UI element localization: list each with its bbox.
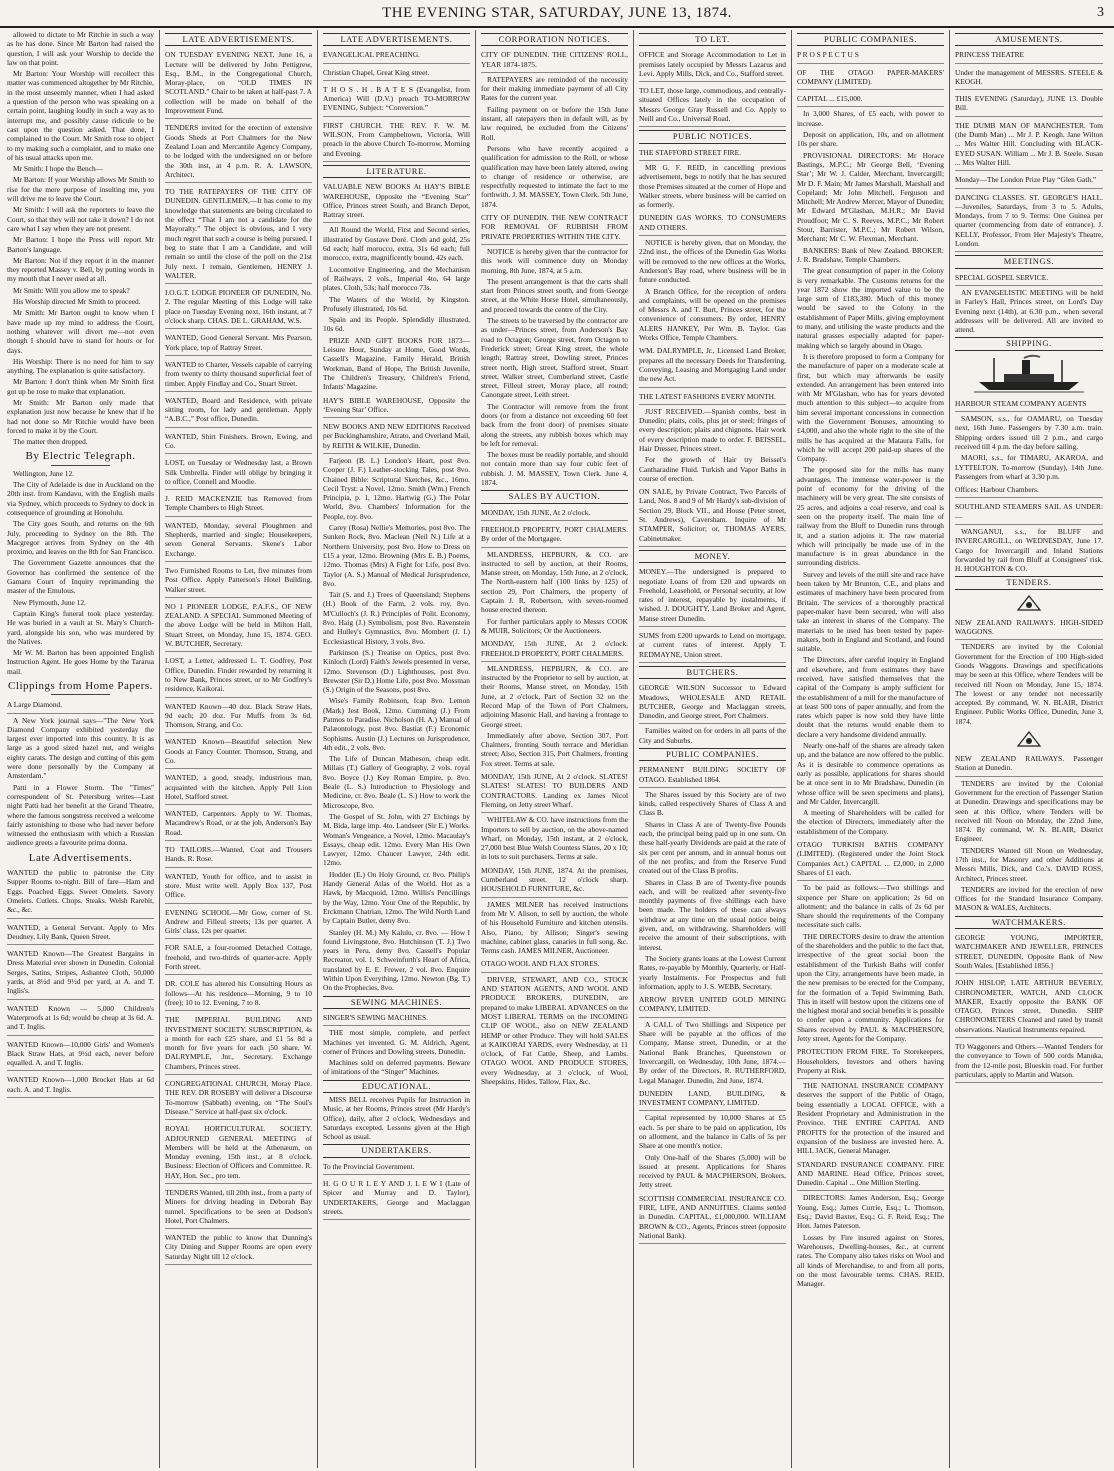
notice-para: NOTICE is hereby given, that on Monday, the 22nd inst., the offices of the Dunedin Gas Works will be removed to the new offices at the Works, Anderson's Bay road, where business will be in future conducted. [639,238,786,285]
advertisement: WANTED Known—40 doz. Black Straw Hats, 9d each; 20 doz. Fur Muffs from 3s 6d. Thomson, Strang, and Co. [165,700,312,734]
prospectus-para: The Directors, after careful inquiry in England and elsewhere, and from estimates they have received, have satisfied themselves that the capital of the Company is amply sufficient for the establishment of a mill for the manufacture of at least 500 tons of paper annually, and from the rates which paper is now sold they have little doubt that the returns would enable them to declare a very handsome dividend annually. [797,655,944,739]
advertisement: CONGREGATIONAL CHURCH, Moray Place. THE REV. DR ROSEBY will deliver a Discourse To-morrow (Sabbath) evening, on “The Soul's Disease.” Service at half-past six o'clock. [165,1077,312,1120]
section-heading: PUBLIC COMPANIES. [639,748,786,761]
prospectus-para: Losses by Fire insured against on Stores, Warehouses, Dwelling-houses, &c., at current rates. The Company also takes risks on Wool and all kinds of Merchandise, to and from all ports, on the most favourable terms. CHAS. REID, Manager. [797,1232,944,1289]
telegraph-para: The City of Adelaide is due in Auckland on the 20th inst. from Kandavu, with the English mails via Sydney, which proceeds to Sydney to dock in consequence of grounding at Honolulu. [7,480,154,517]
advertisement: WANTED Known—The Greatest Bargains in Dress Material ever shown in Dunedin. Colonial Serges, Satins, Stripes, Ashantee Cloth, 50,000 yards, at 8½d and 9½d per yard, at A. and T. Inglis's. [7,947,154,999]
book-list: The Life of Duncan Matheson, cheap edit. Millais (T.) Gallery of Geography, 2 vols. royal 8vo. Boyce (J.) Key Roman Empire, p. 8vo. Beale (L. S.) Introduction to Physiology and Medicine, cr. 8vo. Beale (L. S.) How to work the Microscope, 8vo. [323,754,470,810]
sale-para: JAMES MILNER has received instructions from Mr V. Alison, to sell by auction, the whole of his Household Furniture and kitchen utensils. Also, Piano, by Allison; Singer's sewing machine, cabinet glass, canaries in full song, &c. Terms cash. JAMES MILNER, Auctioneer. [481,899,628,956]
book-advert: HAY'S BIBLE WAREHOUSE, Opposite the ‘Evening Star’ Office. [323,394,470,419]
advertisement: TO THE RATEPAYERS OF THE CITY OF DUNEDIN. GENTLEMEN,—It has come to my knowledge that statements are being circulated to the effect “That I am not a candidate for the Mayoralty.” The object is obvious, and I very much regret that such a course is being pursued. I beg to state that I am a Candidate, and will remain so until the close of the poll on the 21st July next. I remain, Gentlemen, HENRY J. WALTER. [165,185,312,284]
notice-para: Capital represented by 10,000 Shares at £5 each. 5s per share to be paid on application, 10s on allotment, and the balance in Calls of 5s per Share at one month's notice. [639,1113,786,1151]
notice-para: Only One-half of the Shares (5,000) will be issued at present. Applications for Shares received by PAUL & MACPHERSON, Brokers, Jetty street. [639,1152,786,1190]
advertisement: Two Furnished Rooms to Let, five minutes from Post Office. Apply Patterson's Hotel Building, Walker street. [165,564,312,598]
section-heading: LATE ADVERTISEMENTS. [323,33,470,46]
report-para: Mr Barton: Your Worship will recollect this matter was commenced altogether by Mr Ritchie, in the most unseemly manner, when I had asked a question of the person who was speaking on a certain point, laughing loudly in such a way as to interrupt me, and possibly cause ridicule to be cast upon the question asked. That done, I complained to the Court. Mr Smith rose to object to my making such a complaint, and to make one of his usual attacks upon me. [7,69,154,162]
prospectus-para: Nearly one-half of the shares are already taken up, and the balance are now offered to the public. As it is desirable to commence operations as early as possible, applications for shares should be at once sent in to Mr Bradshaw, Dunedin (in whose office will be seen specimens and plans), and Mr Calder, Invercargill. [797,741,944,806]
divider [51,694,110,695]
notice-para: For the growth of Hair try Beissel's Cantharadine Fluid. Turkish and Vapor Baths in course of erection. [639,455,786,483]
notice-title: PERMANENT BUILDING SOCIETY OF OTAGO. Established 1864. [639,763,786,788]
advertisement: WANTED, Board and Residence, with private sitting room, for lady and gentleman. Apply “A.B.C.,” Post office, Dunedin. [165,394,312,428]
advertisement: WANTED to Charter, Vessels capable of carrying from twenty to thirty thousand superficial feet of timber. Apply Findlay and Co., Stuart Street. [165,358,312,392]
sale-title: MONDAY, 15th JUNE, At 2 o'clock. SLATES! SLATES! SLATES! TO BUILDERS AND CONTRACTORS. Landing ex James Nicol Fleming, on Jetty street Wharf. [481,770,628,813]
sewing-para: Machines sold on deferred payments. Beware of imitations of the “Singer” Machines. [323,1058,470,1077]
advertisement: J. REID MACKENZIE has Removed from Temple Chambers to High Street. [165,492,312,517]
column-3 [318,30,476,1468]
column-2 [160,30,318,1468]
notice-title: DUNEDIN GAS WORKS. TO CONSUMERS AND OTHERS. [639,211,786,236]
shipping-para: WANGANUI, s.s., for BLUFF and INVERCARGILL, on WEDNESDAY, June 17. Cargo for Invercargill and Inland Stations forwarded by rail from Bluff at Consignees' risk. H. HOUGHTON & CO. [955,526,1103,574]
prospectus-para: DIRECTORS: James Anderson, Esq.; George Young, Esq.; James Currie, Esq.; L. Thomson, Esq.; David Baxter, Esq.; G. F. Reid, Esq.; The Hon. James Paterson. [797,1193,944,1231]
royal-crest-icon [1014,592,1044,614]
column-5 [634,30,792,1468]
report-para: Mr Smith: Mr Barton ought to know when I have made up my mind to address the Court, nothing whatever will divert me—not even though I should have to stand for hours or for days. [7,308,154,355]
tender-para: TENDERS are invited by the Colonial Government for the erection of Passenger Station at Dunedin. Drawings and specifications may be seen at this Office, where Tenders will be received till Noon on Monday, the 22nd June, 1874. By command, W. N. BLAIR, District Engineer. [955,778,1103,844]
notice-title: CITY OF DUNEDIN. THE NEW CONTRACT FOR REMOVAL OF RUBBISH FROM PRIVATE PROPERTIES WITHIN THE CITY. [481,211,628,245]
report-para: Mr Barton: If your Worship allows Mr Smith to rise for the mere purpose of insulting me, you will drive me to leave the Court. [7,175,154,204]
prospectus-subtitle: OF THE OTAGO PAPER-MAKERS' COMPANY (LIMITED). [797,66,944,91]
prospectus-para: To be paid as follows:—Two shillings and sixpence per Share on application; 2s 6d on allotment; and the balance in calls of 2s 6d per Share should the requirements of the Company necessitate such calls. [797,883,944,930]
notice-para: The boxes must be readily portable, and should not contain more than say four cubic feet of rubbish. J. M. MASSEY, Town Clerk. June 4, 1874. [481,450,628,488]
advertisement: NO 1 PIONEER LODGE, P.A.F.S., OF NEW ZEALAND. A SPECIAL Summoned Meeting of the above Lodge will be held in Milton Hall, Stuart Street, on Monday, June 15, 1874. GEO. W. BUTCHER, Secretary. [165,600,312,652]
notice-para: RATEPAYERS are reminded of the necessity for their making immediate payment of all City Rates for the current year. [481,74,628,103]
section-heading: SHIPPING. [955,337,1103,350]
report-para: Mr Smith: Mr Barton only made that explanation just now because he knew that if he had not done so Mr Ritchie would have been forced to make it by the Court. [7,397,154,435]
advertisement: WANTED, a General Servant. Apply to Mrs Deudney, Lily Bank, Queen Street. [7,921,154,946]
theatre-management: Under the management of MESSRS. STEELE & KEOGH. [955,66,1103,91]
notice-title: THE STAFFORD STREET FIRE. [639,146,786,161]
prospectus-para: A meeting of Shareholders will be called for the election of Directors, immediately after the establishment of the Company. [797,808,944,836]
section-heading: WATCHMAKERS. [955,916,1103,929]
notice-title: ARROW RIVER UNITED GOLD MINING COMPANY, LIMITED. [639,993,786,1018]
sale-title: OTAGO WOOL AND FLAX STORES. [481,957,628,972]
book-list: Farjeon (B. L.) London's Heart, post 8vo. Cooper (J. F.) Leather-stocking Tales, post 8vo. Chained Bible: Scriptural Sketches, &c., 16mo. Cecil Tryst: a Novel, 12mo. Smith (Wm.) French Principia, p. 1, 12mo. Hartwig (G.) The Polar World, 8vo. Chambers' Information for the People, roy. 8vo. [323,455,470,521]
advertisement: OFFICE and Storage Accommodation to Let in premises lately occupied by Messrs Lazarus and Levi. Apply Mills, Dick, and Co., Stafford street. [639,48,786,82]
sewing-para: THE most simple, complete, and perfect Machines yet invented. G. M. Aldrich, Agent, corner of Princes and Dowling streets, Dunedin. [323,1028,470,1056]
advertisement: ON SALE, by Private Contract, Two Parcels of Land, Nos. 8 and 9 of Mr Hardy's sub-division of Section 29, Block VII., and House (Peter street, St. Andrews), Caversham. Inquire of Mr STAMPER, Solicitor; or, THOMAS AYERS, Cabinetmaker. [639,485,786,547]
advertisement: WANTED, Carpenters. Apply to W. Thomas, Macandrew's Road, or at the job, Anderson's Bay Road. [165,807,312,841]
sale-title: FREEHOLD PROPERTY, PORT CHALMERS. By order of the Mortgagee. [481,523,628,548]
advertisement: WANTED Known—1,000 Brocket Hats at 6d each. A. and T. Inglis. [7,1073,154,1098]
royal-crest-icon [1014,728,1044,750]
column-1 [2,30,160,1468]
column-4 [476,30,634,1468]
section-heading: LITERATURE. [323,165,470,178]
book-list: PRIZE AND GIFT BOOKS FOR 1873—Leisure Hour, Sunday at Home, Good Words, Cassell's Magazine, Family Herald, British Workman, Band of Hope, The British Juvenile, The Children's Treasury, Children's Friend, Infants' Magazine. [323,335,470,392]
notice-title: PROTECTION FROM FIRE. To Storekeepers, Householders, Investors and others having Property at Risk. [797,1045,944,1079]
notice-para: Families waited on for orders in all parts of the City and Suburbs. [639,726,786,745]
advertisement: TENDERS Wanted, till 20th inst., from a party of Miners for driving heading in Deborah Bay tunnel. Specifications to be seen at Dodson's Hotel, Port Chalmers. [165,1186,312,1229]
sale-title: MONDAY, 15th JUNE, At 2 o'clock. FREEHOLD PROPERTY, PORT CHALMERS. [481,637,628,662]
report-para: His Worship directed Mr Smith to proceed. [13,297,141,307]
section-heading: PUBLIC NOTICES. [639,130,786,143]
meeting-para: AN EVANGELISTIC MEETING will be held in Farley's Hall, Princes street, on Lord's Day Evening next (14th), at 6.30 p.m., when several addresses will be delivered. All are invited to attend. [955,287,1103,335]
notice-para: The Shares issued by this Society are of two kinds, called respectively Shares of Class A and Class B. [639,789,786,818]
sale-para: WHITELAW & CO. have instructions from the Importers to sell by auction, on the above-named Wharf, on Monday, 15th instant, at 2 o'clock, 27,000 best Blue Welsh Countess Slates, 20 x 10; in lots to suit purchasers. Terms at sale. [481,815,628,862]
undertaker-notice: To the Provincial Government. [323,1160,470,1175]
sale-para: MLANDRESS, HEPBURN, & CO. are instructed to sell by auction, at their Rooms, Manse street, on Monday, 15th June, at 2 o'clock, The North-eastern half (100 links by 125) of section 29, Port Chalmers, the property of Captain J. R. Robertson, with seven-roomed house erected thereon. [481,549,628,615]
section-heading: PUBLIC COMPANIES. [797,33,944,46]
notice-para: Shares in Class B are of Twenty-five pounds each, and will be realized after seventy-five monthly payments of five shillings each have been made. The holders of these can always withdraw at any time on the usual notice being given, and, on withdrawing, Shareholders will receive the amount of their subscriptions, with interest. [639,877,786,952]
theatre-title: PRINCESS THEATRE [955,48,1103,63]
advertisement: I.O.G.T. LODGE PIONEER OF DUNEDIN, No. 2. The regular Meeting of this Lodge will take place on Tuesday Evening next, 16th instant, at 7 o'clock sharp. CHAS. DE L. GRAHAM, W.S. [165,286,312,329]
tender-para: TENDERS Wanted till Noon on Wednesday, 17th inst., for Masonry and other Additions at Messrs Mills, Dick, and Co.'s. DAVID ROSS, Architect, Princes street. [955,845,1103,883]
book-list: The Gospel of St. John, with 27 Etchings by M. Bida, large imp. 4to. Landseer (Sir E.) Works. Woman's Vengeance, a Novel, 12mo. Macaulay's Essays, cheap edit. 12mo. Every Man His Own Lawyer, 12mo. Chaucer Lawyer, 24th edit. 12mo. [323,811,470,868]
sale-title: MONDAY, 15th JUNE, 1874. At the premises, Cumberland street. 12 o'clock sharp. HOUSEHOLD FURNITURE, &c. [481,864,628,898]
shipping-title: SOUTHLAND STEAMERS SAIL AS UNDER:— [955,500,1103,525]
advertisement: WANTED the public to know that Dunning's City Dining and Supper Rooms are open every Saturday Night till 12 o'clock. [165,1231,312,1265]
report-para: Mr Smith: I will ask the reporters to leave the Court, so that they will not take it down? I do not care what I say when they are not present. [7,205,154,233]
masthead-title: THE EVENING STAR, SATURDAY, JUNE 13, 1874. [382,4,732,21]
clippings-subheading: A Large Diamond. [7,698,154,713]
capital-line: CAPITAL ... £15,000. [797,92,944,107]
advertisement: WANTED, Good General Servant. Mrs Pearson, York place, top of Rattray Street. [165,331,312,356]
book-list: Parkinson (S.) Treatise on Optics, post 8vo. Kinloch (Lord) Faith's Jewels presented in verse, 12mo. Stevenson (D.) Lighthouses, post 8vo. Brewster (Sir D.) Home Life, post 8vo. Mossman (S.) Origin of the Seasons, post 8vo. [323,647,470,695]
prospectus-para: It is therefore proposed to form a Company for the manufacture of paper on a moderate scale at first, but which may afterwards be easily extended. An arrangement has been entered into with Mr M'Glashan, who has for years devoted much attention to this subject—to acquire from him several important concessions in connection with the Government Bonuses, amounting to £4,000, and also the whole right to the site of the mills he has acquired at the Mataura Falls, for which he will accept 200 paid-up shares of the Company. [797,351,944,464]
book-advert: NEW BOOKS AND NEW EDITIONS Received per Buckinghamshire, Atrato, and Overland Mail, by REITH & WILKIE, Dunedin. [323,420,470,454]
notice-title: DUNEDIN LAND, BUILDING, & INVESTMENT COMPANY, LIMITED. [639,1087,786,1112]
book-list: Wise's Family Robinson, fcap 8vo. Lemon (Mark) Jest Book, 12mo. Cumming (J.) From Patmos to Paradise. Nicholson (H. A.) Manual of Palæontology, post 8vo. Bastiat (F.) Economic Sophisms. Austin (J.) Lectures on Jurisprudence, 4th edit., 2 vols. 8vo. [323,696,470,752]
book-list: Tait (S. and J.) Trees of Queensland; Stephens (H.) Book of the Farm, 2 vols. roy. 8vo. M'Culloch's (J. R.) Principles of Polit. Economy, 8vo. Haig (J.) Symbolism, post 8vo. Ravenstein and Hulley's Gymnastics, 8vo. Mombert (J. I.) Ecclesiastical History, 3 vols. 8vo. [323,590,470,646]
church-heading: EVANGELICAL PREACHING. [323,48,470,63]
notice-para: The present arrangement is that the carts shall start from Princes street south, and from George street, at the White Horse Hotel, simultaneously, and proceed towards the centre of the City. [481,276,628,314]
advertisement: TO Waggoners and Others.—Wanted Tenders for the conveyance to Town of 500 cords Manuka, from the 12-mile post, Blueskin road. For further particulars, apply to Martin and Watson. [955,1040,1103,1083]
tender-title: NEW ZEALAND RAILWAYS. HIGH-SIDED WAGGONS. [955,616,1103,641]
notice-para: The streets to be traversed by the contractor are as under—Princes street, from Anderson's Bay road to Octagon; George street, from Octagon to Frederick street; Great King street, the whole length; Rattray street, Dowling street, Princes street north, High street, Stafford street, Stuart street, Walker street, Cumberland street, Castle street, Filleul street, Moray place, all round; Canongate street, Leith street. [481,316,628,400]
advertisement: MONEY.—The undersigned is prepared to negotiate Loans of from £20 and upwards on Freehold, Leasehold, or Personal security, at low rates of interest, repayable by instalments, if wished. J. DOUGHTY, Land Broker and Agent, Manse street Dunedin. [639,565,786,627]
book-list: Locomotive Engineering, and the Mechanism of Railways, 2 vols., Imperial 4to, 64 large plates. Cloth, 53s; half morocco 73s. [323,264,470,293]
watchmaker-advert: JOHN HISLOP, LATE ARTHUR BEVERLY, CHRONOMETER, WATCH, AND CLOCK MAKER, Exactly opposite the BANK OF OTAGO, Princes street, Dunedin. SHIP CHRONOMETERS Cleaned and rated by transit observations. Nautical Instruments repaired. [955,976,1103,1038]
report-para: Mr Smith: I hope the Bench— [13,164,104,174]
theatre-next: Monday—The London Prize Play “Glen Gath.” [955,173,1103,188]
page-number: 3 [1097,5,1104,20]
book-list: The Waters of the World, by Kingston. Profusely illustrated, 10s 6d. [323,294,470,313]
masthead [0,0,1114,28]
advertisement: TO LET, those large, commodious, and centrally-situated Offices lately in the occupation of Messrs George Gray Russell and Co. Apply to Neill and Co., Universal Road. [639,84,786,127]
advertisement: SCOTTISH COMMERCIAL INSURANCE CO. FIRE, LIFE, AND ANNUITIES. Claims settled in Dunedin. CAPITAL, £1,000,000. WILLIAM BROWN & CO., Agents, Princes street (opposite National Bank). [639,1192,786,1244]
section-heading: EDUCATIONAL. [323,1080,470,1093]
sale-para: For further particulars apply to Messrs COOK & MUIR, Solicitors; Or the Auctioneers. [481,616,628,635]
notice-para: Failing payment on or before the 15th June instant, all ratepayers then in default will, as by law required, be excluded from the Citizens' Roll. [481,104,628,142]
section-heading: LATE ADVERTISEMENTS. [165,33,312,46]
notice-para: JUST RECEIVED.—Spanish combs, best in Dunedin; plaits, coils, plus jet or steel; fringes of every description; plaits and chignons. Hair work of every description made to order. F. BEISSEL, Hair Dresser, Princes street. [639,406,786,453]
sale-date: MONDAY, 15th JUNE, At 2 o'clock. [481,506,628,521]
notice-title: CITY OF DUNEDIN. THE CITIZENS' ROLL, YEAR 1874-1875. [481,48,628,73]
report-para: allowed to dictate to Mr Ritchie in such a way as he has done. Since Mr Barton had raised the question, I will ask your Worship to decide the law on that point. [7,30,154,67]
tender-para: TENDERS are invited for the erection of new Offices for the Standard Insurance Company. MASON & WALES, Architects. [955,884,1103,913]
notice-para: MR G. F. REID, in cancelling previous advertisement, begs to notify that he has secured those Premises situated at the corner of Hope and Walker streets, where business will be carried on as formerly. [639,162,786,210]
church-notice: T H O S . H . B A T E S (Evangelist, from America) Will (D.V.) preach TO-MORROW EVENING, Subject: “Conversion.” [323,83,470,117]
church-notice: Christian Chapel, Great King street. [323,66,470,81]
prospectus-para: Survey and levels of the mill site and race have been taken by Mr Brunton, C.E., and plans and estimates of machinery have been procured from Britain. The services of a thoroughly practical paper-maker have been secured, who will also take an interest in shares of the Company. The materials to be used has been tested by paper-makers, both in England and Scotland, and found suitable. [797,569,944,654]
column-6 [792,30,950,1468]
prospectus-title: P R O S P E C T U S [797,48,944,63]
telegraph-para: The Government Gazette announces that the Governor has confirmed the sentence of the Gamaru Court of Inquiry reprimanding the master of the Emulous. [7,558,154,596]
notice-para: A CALL of Two Shillings and Sixpence per Share will be payable at the offices of the Company, Manse street, Dunedin, or at the National Bank Branches, Queenstown or Invercargill, on Wednesday, 10th June, 1874.—By order of the Directors, R. RUTHERFORD, Legal Manager. Dunedin, 2nd June, 1874. [639,1019,786,1085]
advertisement: WANTED Known—10,000 Girls' and Women's Black Straw Hats, at 9½d each, never before equalled. A. and T. Inglis. [7,1038,154,1072]
advertisement: WANTED Known — 5,000 Children's Waterproofs at 1s 6d; would be cheap at 3s 6d. A. and T. Inglis. [7,1002,154,1036]
section-heading: SALES BY AUCTION. [481,490,628,503]
theatre-date: THIS EVENING (Saturday), JUNE 13. Double Bill. [955,92,1103,117]
notice-para: NOTICE is hereby given that the contractor for this work will commence duty on Monday morning, 8th June, 1874, at 5 a.m. [481,246,628,275]
notice-title: STANDARD INSURANCE COMPANY. FIRE AND MARINE. Head Office, Princes street, Dunedin. Capital ... One Million Sterling. [797,1158,944,1192]
section-heading: MONEY. [639,550,786,563]
clippings-para: A New York journal says—"The New York Diamond Company exhibited yesterday the largest ever imported into this country. It is as large as a good sized hazel nut, and weighs eighty carats. The design and cutting of this gem were done personally by the Company at Amsterdam." [7,715,154,781]
shipping-agents: HARBOUR STEAM COMPANY AGENTS [955,397,1103,412]
advertisement: WANTED Known—Beautiful selection New Goods at Fancy Counter. Thomson, Strang, and Co. [165,735,312,769]
telegraph-para: New Plymouth, June 12. [13,597,86,607]
book-advert: VALUABLE NEW BOOKS At HAY'S BIBLE WAREHOUSE, Opposite the “Evening Star” Office, Princes street South, and Branch Depot, Rattray street. [323,180,470,223]
prospectus-para: PROVISIONAL DIRECTORS: Mr Horace Bastings, M.P.C.; Mr George Bell, ‘Evening Star’; Mr W. J. Calder, Merchant, Invercargill; Mr D. F. Main; Mr James Marshall, Marshall and Copeland; Mr John Mitchell, Ferguson and Mitchell; Mr Andrew Mercer, Mayor of Dunedin; Mr Edward M'Glashan, M.H.R.; Mr David Proudfoot; Mr C. S. Reeves, M.P.C.; Mr Robert Stout, Barrister, M.P.C.; Mr Robert Wilson, Merchant; Mr C. W. Flexman, Merchant. [797,150,944,244]
sale-para: DRIVER, STEWART, AND CO., STOCK AND STATION AGENTS, AND WOOL AND PRODUCE BROKERS, DUNEDIN, are prepared to make LIBERAL ADVANCES on the MOST LIBERAL TERMS on the INCOMING CLIP OF WOOL, also on NEW ZEALAND HEMP or other Produce. They will hold SALES at KAIKORAI YARDS, every Wednesday, at 11 o'clock, of Fat Cattle, Sheep, and Lambs. OTAGO WOOL AND PRODUCE STORES, every Wednesday, at 3 o'clock, of Wool, Sheepskins, Hides, Tallow, Flax, &c. [481,974,628,1086]
dancing-classes: DANCING CLASSES. ST. GEORGE'S HALL.—Juveniles, Saturdays, from 3 to 5. Adults, Mondays, from 7 to 9. Terms: One Guinea per quarter (commencing from date of entrance). J. KELLY, Professor, From Her Majesty's Theatre, London. [955,191,1103,253]
clippings-para: Patti in a Flower Storm. The "Times" correspondent of St. Petersburg writes—Last night Patti had her benefit at the Grand Theatre, where the famous songstress received a welcome fairly astonishing to those who had never before witnessed the enthusiasm with which a Russian audience greets a favourite prima donna. [7,782,154,848]
section-heading: CORPORATION NOTICES. [481,33,628,46]
advertisement: THE IMPERIAL BUILDING AND INVESTMENT SOCIETY. SUBSCRIPTION, 4s a month for each £25 share, and £1 5s 8d a month for five years for each ¡50 share. W. DALRYMPLE, Jnr., Secretary. Exchange Chambers, Princes street. [165,1013,312,1075]
notice-para: Shares in Class A are of Twenty-five Pounds each, the principal being paid up in one sum. On these half-yearly Dividends are paid at the rate of six per cent per annum, and in annual bonus out of the net profits, and from the Reserve Fund created out of the Class B profits. [639,819,786,876]
shipping-para: SAMSON, s.s., for OAMARU, on Tuesday next, 16th June. Passengers by 7.30 a.m. train. Shipping orders issued till 2 p.m., and cargo received till 4 p.m. the day before sailing. [955,414,1103,451]
notice-para: The Society grants loans at the Lowest Current Rates, re-payable by Monthly, Quarterly, or Half-yearly Instalments. For Prospectus and full information, apply to J. S. WEBB, Secretary. [639,953,786,991]
report-para: Mr Barton: I don't think when Mr Smith first got up he rose to make that explanation. [7,377,154,396]
advertisement: WM. DALRYMPLE, Jr., Licensed Land Broker, prepares all the necessary Deeds for Transferring, Conveying, Leasing and Mortgaging Land under the new Act. [639,344,786,387]
prospectus-para: BANKERS: Bank of New Zealand. BROKER: J. R. Bradshaw, Temple Chambers. [797,245,944,264]
section-heading: TENDERS. [955,576,1103,589]
theatre-cast: THE DUMB MAN OF MANCHESTER. Tom (the Dumb Man) ... Mr J. P. Keogh. Jane Wilton ... Mrs Walter Hill. Concluding with BLACK-EYED SUSAN. William ... Mr J. B. Steele. Susan ... Mrs Walter Hill. [955,119,1103,171]
divider [51,465,110,466]
meeting-title: SPECIAL GOSPEL SERVICE. [955,271,1103,286]
advertisement: WANTED, Shirt Finishers. Brown, Ewing, and Co. [165,430,312,455]
prospectus-para: THE DIRECTORS desire to draw the attention of the shareholders and the public to the fact that, irrespective of the great social boon the establishment of the Turkish Baths will confer upon the City, arrangements have been made, in the new premises to be erected for the Company, for the formation of a Tepid Swimming Bath. This in itself will bestow upon the citizens one of the highest moral and social benefits it is possible to confer upon a community. Applications for Shares received by PAUL & MACPHERSON, Jetty street, Agents for the Company. [797,931,944,1043]
columns [2,30,1112,1468]
book-list: Stanley (H. M.) My Kalulu, cr. 8vo. — How I found Livingstone, 8vo. Hutchinson (T. J.) Two years in Peru, demy 8vo. Cassell's Popular Recreator, vol. 1. Schweinfurth's Heart of Africa, translated by E. E. Frewer, 2 vol. 8vo. Enquire Within Upon Everything, 12mo. Newton (Bg. T.) On the Prophecies, 8vo. [323,927,470,993]
prospectus-para: The great consumption of paper in the Colony is very remarkable. The Customs returns for the year 1872 show the imported value to be the large sum of £183,380. Much of this money would be saved to the Colony in the establishment of Paper Mills, giving employment to many, and utilising the waste products and the natural grasses especially adapted for paper-making which so largely abound in Otago. [797,266,944,350]
notice-para: Persons who have recently acquired a qualification for admission to the Roll, or whose qualification may have been lately altered, owing to change of residence or otherwise, are respectfully requested to intimate the fact to me forthwith. J. M. MASSEY, Town Clerk. 5th June, 1874. [481,143,628,209]
telegraph-heading: By Electric Telegraph. [25,450,136,463]
late-ads-heading: Late Advertisements. [28,851,133,864]
shipping-para: MAORI, s.s., for TIMARU, AKAROA, and LYTTELTON, To-morrow (Sunday), 14th June. Passengers from wharf at 3.30 p.m. [955,453,1103,481]
prospectus-para: In 3,000 Shares, of £5 each, with power to increase. [797,109,944,128]
report-para: Mr Barton: Not if they report it in the manner they reported Massey v. Bell, by putting words in my mouth that I never used at all. [7,255,154,284]
notice-para: The Contractor will remove from the front doors (or from a distance not exceeding 60 feet back from the front door) of premises situate along the streets, any rubbish boxes which may be left for removal. [481,401,628,448]
section-heading: UNDERTAKERS. [323,1144,470,1157]
section-heading: AMUSEMENTS. [955,33,1103,46]
advertisement: LOST, a Letter, addressed L. T. Godfrey, Post Office, Dunedin. Finder rewarded by returning it to New Bank, Princes street, or to Mr Godfrey's residence, Kaikorai. [165,654,312,697]
prospectus-para: THE NATIONAL INSURANCE COMPANY deserves the support of the Public of Otago, being essentially a LOCAL OFFICE, with a Resident Proprietary and Administration in the Province. THE ENTIRE CAPITAL AND PROFITS for the protection of the insured and expansion of the business are invested here. A. HILL JACK, General Manager. [797,1081,944,1156]
report-para: Mr Smith: Will you allow me to speak? [13,285,130,295]
notice-title: THE LATEST FASHIONS EVERY MONTH. [639,390,786,405]
section-heading: BUTCHERS. [639,666,786,679]
sewing-title: SINGER'S SEWING MACHINES. [323,1011,470,1026]
section-heading: TO LET. [639,33,786,46]
prospectus-para: The proposed site for the mills has many advantages. The immense water-power is the point of economy for the driving of the machinery will be very great. The site consists of 25 acres, and adjoins a coal reserve, and coal is seen on the property itself. The main line of railway from the Bluff to Dunedin runs through it, and a station adjoins it. The raw material which will principally be made use of in the manufacture is in great abundance in the surrounding districts. [797,465,944,568]
advertisement: TENDERS invited for the erection of extensive Goods Sheds at Port Chalmers for the New Zealand Loan and Mercantile Agency Company, to be lodged with the undersigned on or before the 30th inst, at 4 p.m. R. A. LAWSON, Architect. [165,121,312,183]
advertisement: LOST, on Tuesday or Wednesday last, a Brown Silk Umbrella. Finder will oblige by bringing it to office, Connell and Moodie. [165,456,312,490]
telegraph-para: Mr W. M. Barton has been appointed English Instruction Agent. He goes Home by the Tararua mail. [7,648,154,676]
book-list: Carey (Rosa) Nellie's Memories, post 8vo. The Sunken Rock, 8vo. Maclean (Neil N.) Life at a Northern University, post 8vo. How to Dress on £15 a year, 12mo. Browning (Mrs E. B.) Poems, 12mo. Thomas (Mrs) A Fight for Life, post 8vo. Taylor (A. S.) Manual of Medical Jurisprudence, 8vo. [323,523,470,588]
advertisement: WANTED, Monday, several Ploughmen and Shepherds, married and single; Housekeepers, seven General Servants. Skene's Labor Exchange. [165,519,312,562]
advertisement: GEORGE WILSON Successor to Edward Meadows, WHOLESALE AND RETAIL BUTCHER, George and Maclaggan streets, Dunedin, and George street, Port Chalmers. [639,681,786,724]
notice-title: OTAGO TURKISH BATHS COMPANY (LIMITED). (Registered under the Joint Stock Companies Act.) CAPITAL ... £2,000, in 2,000 Shares of £1 each. [797,838,944,881]
advertisement: WANTED, Youth for office, and to assist in store. Must write well. Apply Box 137, Post Office. [165,870,312,904]
report-para: The matter then dropped. [13,437,88,447]
sale-para: Immediately after above, Section 307, Port Chalmers, fronting South terrace and Meridian street; Also, Section 315, Port Chalmers, fronting Fox street. Terms at sale. [481,730,628,768]
advertisement: SUMS from £200 upwards to Lend on mortgage, at current rates of interest. Apply T. REDMAYNE, Union street. [639,629,786,663]
advertisement: WANTED the public to patronise the City Supper Rooms to-night. Bill of fare—Ham and Eggs. Poached Eggs. Sweet Omelets. Savory Omelets. Cutlets. Chops. Steaks. Welsh Rarebit, &c., &c. [7,866,154,918]
section-heading: MEETINGS. [955,255,1103,268]
advertisement: EVENING SCHOOL—Mr Gow, corner of St. Andrew and Filleul streets; 13s per quarter. A Girls' class, 12s per quarter. [165,906,312,940]
telegraph-para: Wellington, June 12. [13,468,74,478]
advertisement: WANTED, a good, steady, industrious man, acquainted with the kitchen. Apply Pell Lion Hotel, Stafford street. [165,771,312,805]
report-para: Mr Barton: I hope the Press will report Mr Barton's language. [7,235,154,254]
shipping-offices: Offices: Harbour Chambers. [955,483,1103,498]
advertisement: FOR SALE, a four-roomed Detached Cottage, freehold, and two-thirds of quarter-acre. Apply Forth street. [165,941,312,975]
sale-para: MLANDRESS, HEPBURN, & CO. are instructed by the Proprietor to sell by auction, at their Rooms, Manse street, on Monday, 15th June, at 2 o'clock, Part of Section 32 on the Record Map of the Town of Port Chalmers, adjoining Masonic Hall, and having a frontage to George street. [481,663,628,729]
tender-title: NEW ZEALAND RAILWAYS. Passenger Station at Dunedin. [955,752,1103,777]
advertisement: DR. COLE has altered his Consulting Hours as follows—At his residence—Morning, 9 to 10 (free); 10 to 12. Evening, 7 to 8. [165,977,312,1011]
book-list: Hodder (E.) On Holy Ground, cr. 8vo. Philip's Handy General Atlas of the World. Hot as a Hawk, by Macquoid, 12mo. Willis's Pencillings by the Way, 12mo. Your One of the Republic, by Erckmann Chatrian, 12mo. The Wild North Land by Captain Butler, demy 8vo. [323,869,470,926]
undertaker-notice: H. G O U R L E Y AND J. L E W I (Late of Spicer and Murray and D. Taylor), UNDERTAKERS, George and Maclaggan streets. [323,1177,470,1220]
tender-para: TENDERS are invited by the Colonial Government for the Erection of 100 High-sided Goods Waggons. Drawings and specifications may be seen at this Office, where Tenders will be received till Noon on Monday, June 15, 1874. The lowest or any tender not necessarily accepted. By command, W. N. BLAIR, District Engineer. Public Works Office, Dunedin, June 3, 1874. [955,642,1103,726]
notice-para: A Branch Office, for the reception of orders and complaints, will be opened on the premises of Messrs A. and T. Burt, Princes street, for the convenience of consumers. By order, HENRY ALERS HANKEY, Per Wm. B. Taylor. Gas Works Office, Temple Chambers. [639,286,786,343]
column-7 [950,30,1108,1468]
advertisement: ON TUESDAY EVENING NEXT, June 16, a Lecture will be delivered by John Pettigrew, Esq., B.M., in the Congregational Church, Moray-place, on “OLD TIMES IN SCOTLAND.” Chair to be taken at half-past 7. A collection will be made on behalf of the Improvement Fund. [165,48,312,119]
advertisement: ROYAL HORTICULTURAL SOCIETY. ADJOURNED GENERAL MEETING of Members will be held at the Athenæum, on Monday evening, 15th inst., at 8 o'clock. Business: Election of Officers and Committee. R. HAY, Hon. Sec., pro tem. [165,1122,312,1184]
book-list: Spain and its People. Splendidly illustrated, 10s 6d. [323,315,470,334]
steamship-icon [974,354,1084,394]
advertisement: TO TAILORS.—Wanted, Coat and Trousers Hands. R. Rose. [165,843,312,868]
education-para: MISS BELL receives Pupils for Instruction in Music, at her Rooms, Princes street (Mr Hardy's Office), daily, after 2 o'clock, Wednesdays and Saturdays excepted. Lessons given at the High School as usual. [323,1094,470,1142]
church-notice: FIRST CHURCH. THE REV. F. W. M. WILSON, From Campbeltown, Victoria, Will preach in the above Church To-morrow, Morning and Evening. [323,119,470,162]
court-report [7,30,154,446]
telegraph-para: The City goes South, and returns on the 6th July, proceeding to Sydney on the 8th. The Macgregor arrives from Sydney on the 4th proximo, and leaves on the 8th for San Francisco. [7,519,154,557]
report-para: His Worship: There is no need for him to say anything. The explanation is quite satisfactory. [7,356,154,376]
clippings-heading: Clippings from Home Papers. [8,680,153,692]
section-heading: SEWING MACHINES. [323,996,470,1009]
prospectus-para: Deposit on application, 10s, and on allotment 10s per share. [797,130,944,149]
watchmaker-advert: GEORGE YOUNG, IMPORTER, WATCHMAKER AND JEWELLER, PRINCES STREET, DUNEDIN, Opposite Bank of New South Wales. [Established 1856.] [955,931,1103,974]
book-list: All Round the World, First and Second series, illustrated by Gustave Doré. Cloth and gold, 25s 6d each; half morocco, extra, 31s 6d each; full morocco, extra, magnificently bound, 42s each. [323,225,470,263]
telegraph-para: Captain King's funeral took place yesterday. He was buried in a vault at St. Mary's Church-yard, alongside his son, who was murdered by the Natives. [7,608,154,646]
